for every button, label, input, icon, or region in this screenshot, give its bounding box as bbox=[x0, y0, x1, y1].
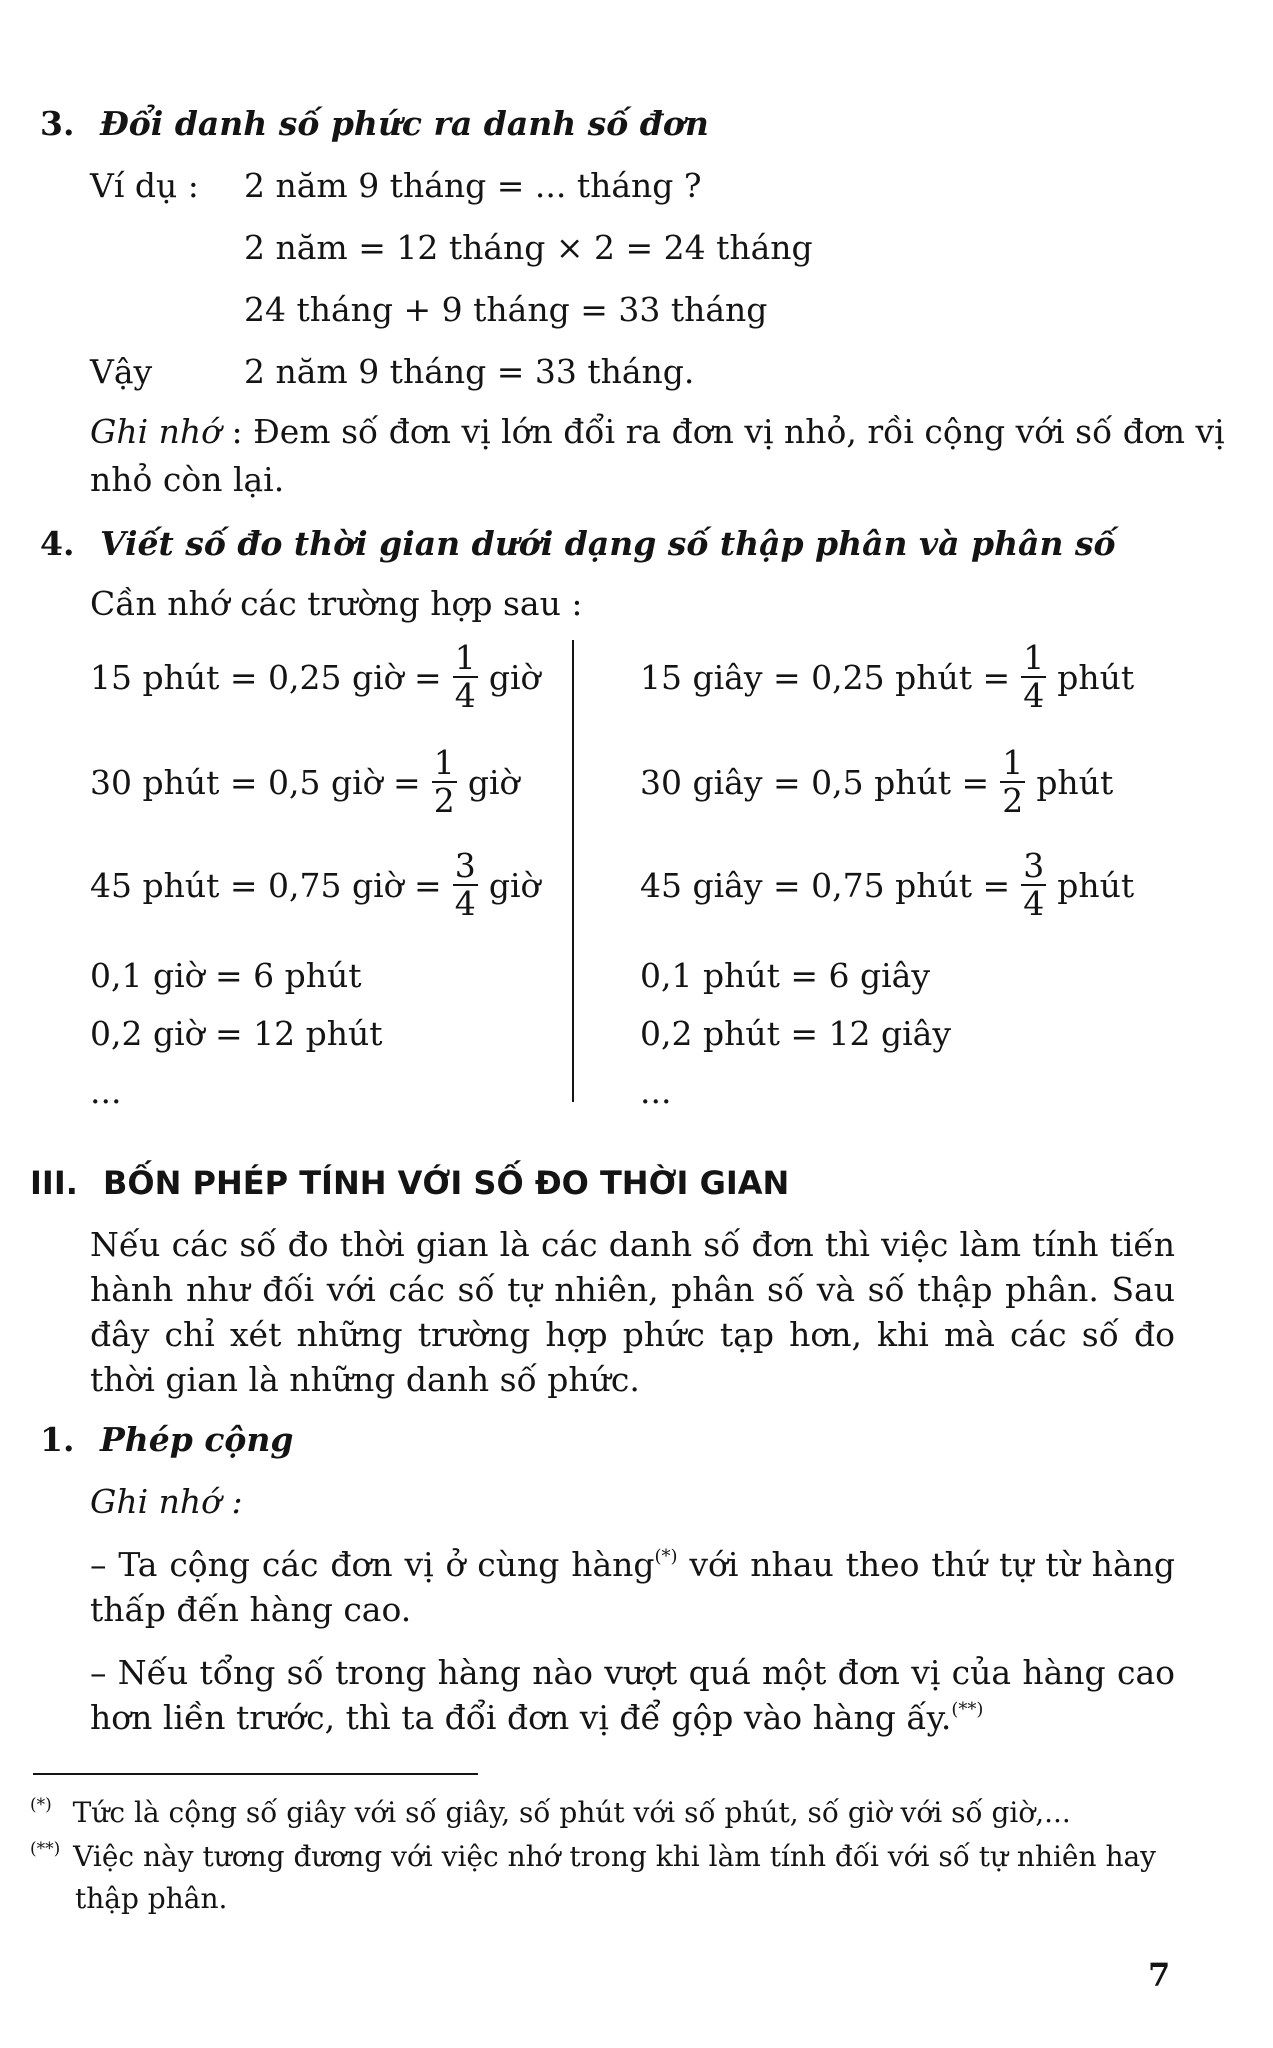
left-row-1-text: 15 phút = 0,25 giờ = bbox=[90, 657, 442, 697]
footnote-2-mark: (**) bbox=[30, 1839, 61, 1859]
subsection-1-heading bbox=[40, 1420, 294, 1460]
fraction bbox=[432, 745, 457, 819]
unit: phút bbox=[1057, 657, 1135, 697]
right-simple-2: 0,2 phút = 12 giây bbox=[640, 1014, 951, 1053]
left-row-3 bbox=[90, 848, 540, 922]
footnote-ref-1: (*) bbox=[654, 1546, 678, 1567]
unit: giờ bbox=[488, 657, 541, 697]
denominator: 4 bbox=[1023, 884, 1045, 923]
fraction bbox=[1021, 848, 1046, 922]
footnote-2 bbox=[30, 1836, 1156, 1878]
section-iii-title: BỐN PHÉP TÍNH VỚI SỐ ĐO THỜI GIAN bbox=[103, 1164, 790, 1202]
numerator: 1 bbox=[433, 743, 455, 782]
section-3-note-line-2: nhỏ còn lại. bbox=[90, 460, 285, 499]
right-simple-1: 0,1 phút = 6 giây bbox=[640, 956, 930, 995]
numerator: 1 bbox=[1002, 743, 1024, 782]
numerator: 1 bbox=[1023, 638, 1045, 677]
footnote-1 bbox=[30, 1792, 1071, 1834]
footnote-1-text: Tức là cộng số giây với số giây, số phút với số phút, số giờ với số giờ,... bbox=[72, 1796, 1071, 1829]
rule-2-text: – Nếu tổng số trong hàng nào vượt quá một đơn vị của hàng cao hơn liền trước, thì ta đổi đơn vị để gộp vào hàng ấy. bbox=[90, 1653, 1175, 1737]
unit: phút bbox=[1036, 762, 1114, 802]
section-4-intro: Cần nhớ các trường hợp sau : bbox=[90, 584, 583, 623]
fraction bbox=[453, 848, 478, 922]
left-row-2-text: 30 phút = 0,5 giờ = bbox=[90, 762, 421, 802]
left-simple-1: 0,1 giờ = 6 phút bbox=[90, 956, 362, 995]
example-label: Ví dụ : bbox=[90, 166, 199, 205]
section-4-heading bbox=[40, 524, 1116, 564]
section-3-number: 3. bbox=[40, 104, 75, 143]
unit: giờ bbox=[488, 865, 541, 905]
footnote-2-line-2: thập phân. bbox=[75, 1882, 228, 1915]
unit: giờ bbox=[467, 762, 520, 802]
example-line-3: 24 tháng + 9 tháng = 33 tháng bbox=[244, 290, 768, 329]
rule-2 bbox=[90, 1650, 1175, 1740]
right-row-3 bbox=[640, 848, 1134, 922]
section-4-number: 4. bbox=[40, 524, 75, 563]
footnote-2-line-1: Việc này tương đương với việc nhớ trong khi làm tính đối với số tự nhiên hay bbox=[73, 1840, 1156, 1873]
right-ellipsis: ... bbox=[640, 1072, 672, 1111]
section-iii-paragraph: Nếu các số đo thời gian là các danh số đơn thì việc làm tính tiến hành như đối với các số tự nhiên, phân số và số thập phân. Sau đây chỉ xét những trường hợp phức tạp hơn, khi mà các số đo thời gian là những danh số phức. bbox=[90, 1225, 1175, 1399]
right-row-3-text: 45 giây = 0,75 phút = bbox=[640, 865, 1011, 905]
denominator: 4 bbox=[454, 676, 476, 715]
subsection-1-note-label: Ghi nhớ : bbox=[90, 1482, 243, 1521]
footnote-ref-2: (**) bbox=[951, 1699, 984, 1720]
left-simple-2: 0,2 giờ = 12 phút bbox=[90, 1014, 383, 1053]
section-3-title: Đổi danh số phức ra danh số đơn bbox=[99, 104, 709, 143]
note-label: Ghi nhớ bbox=[90, 412, 222, 451]
rule-1-text-a: – Ta cộng các đơn vị ở cùng hàng bbox=[90, 1545, 655, 1584]
subsection-1-title: Phép cộng bbox=[99, 1420, 294, 1459]
left-row-3-text: 45 phút = 0,75 giờ = bbox=[90, 865, 442, 905]
denominator: 4 bbox=[454, 884, 476, 923]
note-text: : Đem số đơn vị lớn đổi ra đơn vị nhỏ, rồi cộng với số đơn vị bbox=[221, 412, 1225, 451]
numerator: 3 bbox=[1023, 846, 1045, 885]
left-row-2 bbox=[90, 745, 519, 819]
numerator: 1 bbox=[454, 638, 476, 677]
denominator: 2 bbox=[433, 781, 455, 820]
conclusion-text: 2 năm 9 tháng = 33 tháng. bbox=[244, 352, 695, 391]
right-row-2 bbox=[640, 745, 1113, 819]
unit: phút bbox=[1057, 865, 1135, 905]
conclusion-label: Vậy bbox=[90, 352, 153, 391]
numerator: 3 bbox=[454, 846, 476, 885]
section-3-heading bbox=[40, 104, 709, 144]
footnote-separator bbox=[33, 1773, 478, 1775]
section-iii-heading bbox=[30, 1164, 789, 1202]
right-row-2-text: 30 giây = 0,5 phút = bbox=[640, 762, 990, 802]
rule-1 bbox=[90, 1542, 1175, 1632]
section-3-note-line-1 bbox=[90, 412, 1225, 452]
denominator: 2 bbox=[1002, 781, 1024, 820]
column-divider bbox=[572, 640, 574, 1102]
rule-1-text-b: với nhau theo thứ tự từ hàng thấp đến hàng cao. bbox=[90, 1545, 1175, 1629]
right-row-1 bbox=[640, 640, 1134, 714]
denominator: 4 bbox=[1023, 676, 1045, 715]
fraction bbox=[1021, 640, 1046, 714]
section-4-title: Viết số đo thời gian dưới dạng số thập phân và phân số bbox=[99, 524, 1116, 563]
left-ellipsis: ... bbox=[90, 1072, 122, 1111]
right-row-1-text: 15 giây = 0,25 phút = bbox=[640, 657, 1011, 697]
example-line-2: 2 năm = 12 tháng × 2 = 24 tháng bbox=[244, 228, 813, 267]
example-line-1: 2 năm 9 tháng = ... tháng ? bbox=[244, 166, 702, 205]
fraction bbox=[1000, 745, 1025, 819]
subsection-1-number: 1. bbox=[40, 1420, 75, 1459]
page-number: 7 bbox=[1148, 1956, 1171, 1994]
footnote-1-mark: (*) bbox=[30, 1795, 52, 1815]
left-row-1 bbox=[90, 640, 540, 714]
fraction bbox=[453, 640, 478, 714]
section-iii-number: III. bbox=[30, 1164, 78, 1202]
